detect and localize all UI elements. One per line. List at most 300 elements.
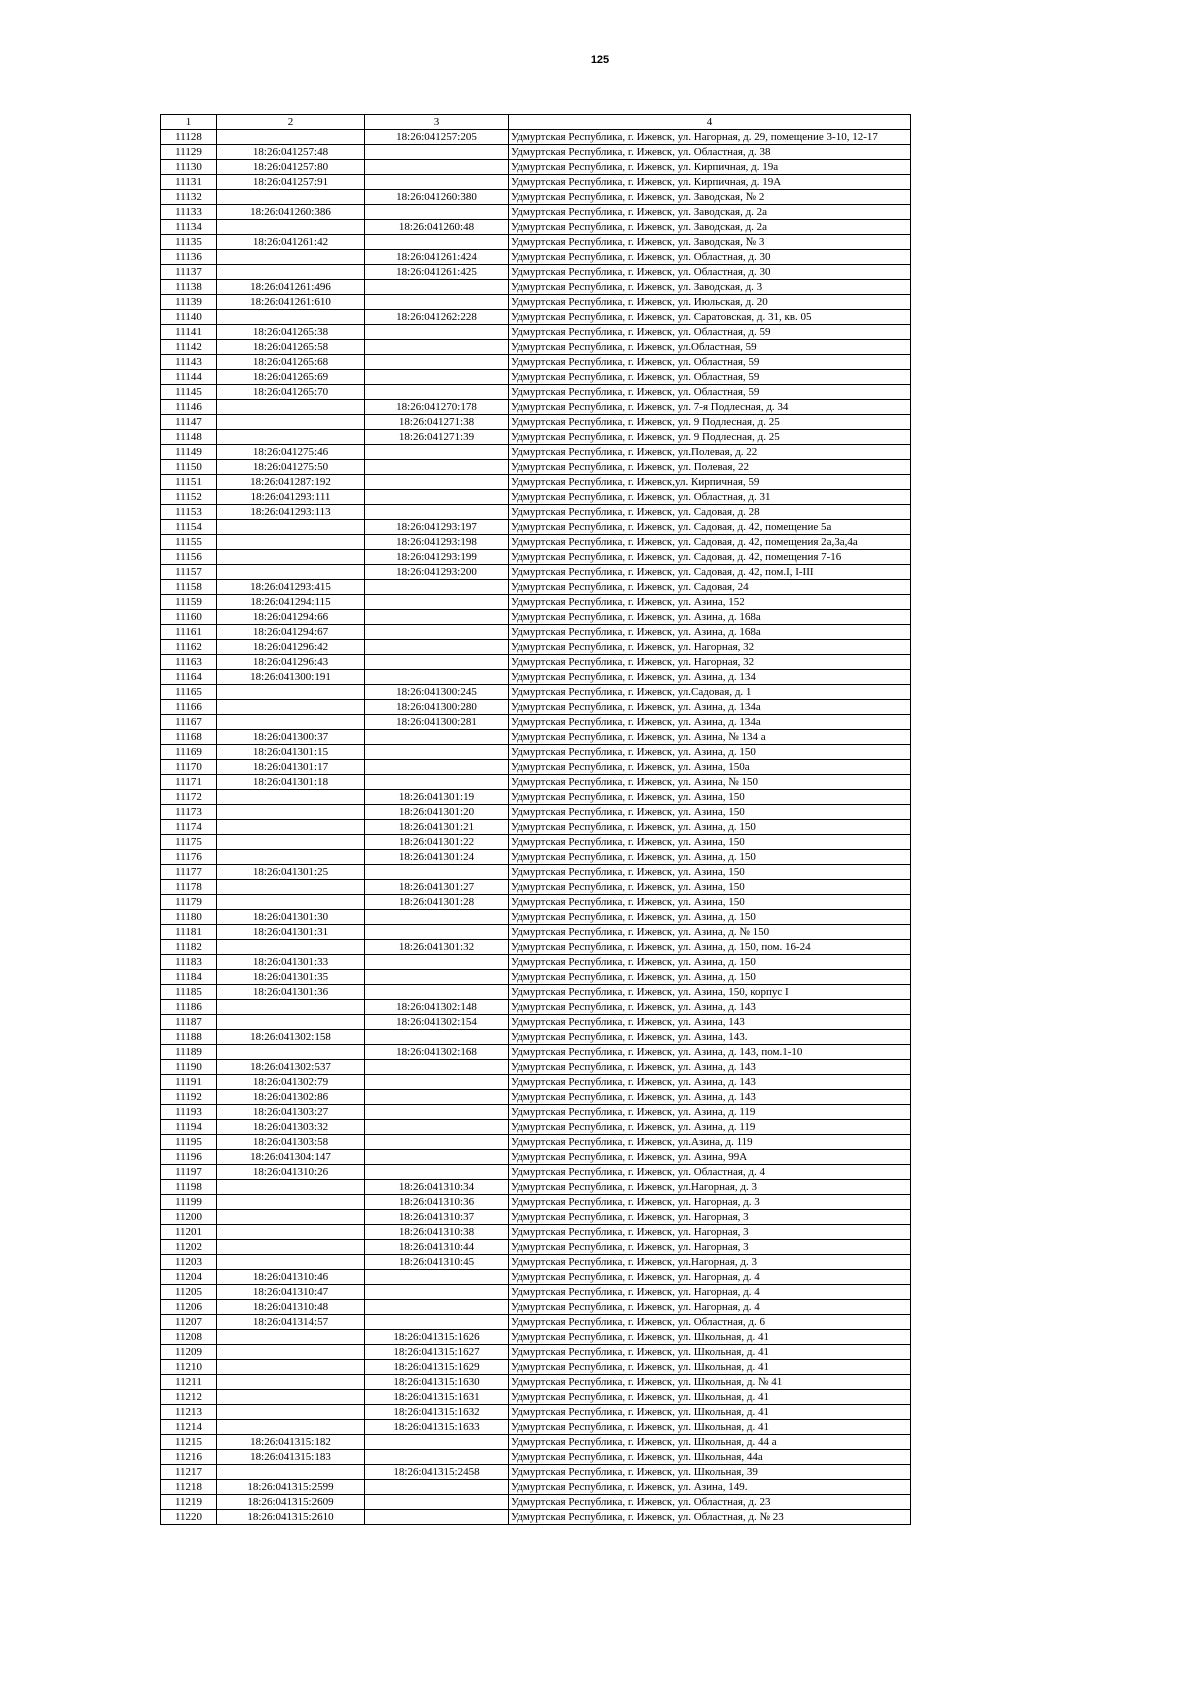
address-cell: Удмуртская Республика, г. Ижевск, ул. Азина, 143 [509, 1015, 911, 1030]
parcel-number-cell: 18:26:041301:33 [217, 955, 365, 970]
building-number-cell [365, 595, 509, 610]
building-number-cell [365, 1090, 509, 1105]
building-number-cell [365, 280, 509, 295]
parcel-number-cell: 18:26:041302:158 [217, 1030, 365, 1045]
row-number-cell: 11211 [161, 1375, 217, 1390]
table-row [161, 1030, 911, 1045]
parcel-number-cell: 18:26:041314:57 [217, 1315, 365, 1330]
row-number-cell: 11189 [161, 1045, 217, 1060]
row-number-cell: 11214 [161, 1420, 217, 1435]
address-cell: Удмуртская Республика, г. Ижевск, ул. Саратовская, д. 31, кв. 05 [509, 310, 911, 325]
address-cell: Удмуртская Республика, г. Ижевск, ул. Азина, 150 [509, 790, 911, 805]
parcel-number-cell: 18:26:041301:36 [217, 985, 365, 1000]
parcel-number-cell: 18:26:041261:42 [217, 235, 365, 250]
row-number-cell: 11197 [161, 1165, 217, 1180]
parcel-number-cell: 18:26:041301:15 [217, 745, 365, 760]
building-number-cell [365, 1075, 509, 1090]
address-cell: Удмуртская Республика, г. Ижевск, ул. Областная, 59 [509, 370, 911, 385]
row-number-cell: 11151 [161, 475, 217, 490]
table-row [161, 595, 911, 610]
parcel-number-cell [217, 190, 365, 205]
page-number: 125 [590, 54, 610, 66]
building-number-cell [365, 340, 509, 355]
building-number-cell [365, 865, 509, 880]
row-number-cell: 11169 [161, 745, 217, 760]
building-number-cell [365, 445, 509, 460]
address-cell: Удмуртская Республика, г. Ижевск, ул. Школьная, д. 41 [509, 1330, 911, 1345]
building-number-cell [365, 370, 509, 385]
address-cell: Удмуртская Республика, г. Ижевск, ул. Областная, д. 31 [509, 490, 911, 505]
parcel-number-cell: 18:26:041296:42 [217, 640, 365, 655]
parcel-number-cell [217, 1345, 365, 1360]
parcel-number-cell: 18:26:041315:2610 [217, 1510, 365, 1525]
parcel-number-cell [217, 550, 365, 565]
table-row [161, 1180, 911, 1195]
row-number-cell: 11134 [161, 220, 217, 235]
parcel-number-cell [217, 1330, 365, 1345]
building-number-cell: 18:26:041293:197 [365, 520, 509, 535]
row-number-cell: 11176 [161, 850, 217, 865]
parcel-number-cell [217, 400, 365, 415]
row-number-cell: 11159 [161, 595, 217, 610]
building-number-cell: 18:26:041271:38 [365, 415, 509, 430]
row-number-cell: 11205 [161, 1285, 217, 1300]
row-number-cell: 11219 [161, 1495, 217, 1510]
parcel-number-cell [217, 880, 365, 895]
address-cell: Удмуртская Республика, г. Ижевск, ул. Азина, 143. [509, 1030, 911, 1045]
row-number-cell: 11150 [161, 460, 217, 475]
parcel-number-cell: 18:26:041310:26 [217, 1165, 365, 1180]
building-number-cell: 18:26:041301:20 [365, 805, 509, 820]
building-number-cell [365, 760, 509, 775]
row-number-cell: 11182 [161, 940, 217, 955]
address-cell: Удмуртская Республика, г. Ижевск, ул.Областная, 59 [509, 340, 911, 355]
parcel-number-cell: 18:26:041287:192 [217, 475, 365, 490]
parcel-number-cell [217, 130, 365, 145]
column-header-4: 4 [509, 115, 911, 130]
address-cell: Удмуртская Республика, г. Ижевск, ул. Областная, д. 59 [509, 325, 911, 340]
parcel-number-cell [217, 700, 365, 715]
building-number-cell [365, 325, 509, 340]
parcel-number-cell: 18:26:041303:58 [217, 1135, 365, 1150]
table-row [161, 250, 911, 265]
table-row [161, 1045, 911, 1060]
table-row [161, 910, 911, 925]
table-row [161, 640, 911, 655]
table-row [161, 1405, 911, 1420]
parcel-number-cell: 18:26:041301:25 [217, 865, 365, 880]
address-cell: Удмуртская Республика, г. Ижевск, ул.Нагорная, д. 3 [509, 1180, 911, 1195]
address-cell: Удмуртская Республика, г. Ижевск, ул. Областная, д. 30 [509, 250, 911, 265]
table-row [161, 1390, 911, 1405]
parcel-number-cell: 18:26:041293:415 [217, 580, 365, 595]
parcel-number-cell: 18:26:041302:86 [217, 1090, 365, 1105]
parcel-number-cell [217, 310, 365, 325]
row-number-cell: 11180 [161, 910, 217, 925]
building-number-cell [365, 1495, 509, 1510]
table-row [161, 1105, 911, 1120]
building-number-cell [365, 1030, 509, 1045]
table-row [161, 490, 911, 505]
building-number-cell [365, 160, 509, 175]
building-number-cell: 18:26:041302:148 [365, 1000, 509, 1015]
table-row [161, 1060, 911, 1075]
building-number-cell: 18:26:041315:2458 [365, 1465, 509, 1480]
row-number-cell: 11139 [161, 295, 217, 310]
table-row [161, 970, 911, 985]
row-number-cell: 11177 [161, 865, 217, 880]
building-number-cell [365, 1105, 509, 1120]
row-number-cell: 11198 [161, 1180, 217, 1195]
address-cell: Удмуртская Республика, г. Ижевск, ул. Областная, д. 4 [509, 1165, 911, 1180]
parcel-number-cell [217, 1210, 365, 1225]
table-row [161, 160, 911, 175]
address-cell: Удмуртская Республика, г. Ижевск, ул. Нагорная, д. 4 [509, 1270, 911, 1285]
building-number-cell: 18:26:041293:200 [365, 565, 509, 580]
table-row [161, 1240, 911, 1255]
table-row [161, 190, 911, 205]
building-number-cell: 18:26:041301:21 [365, 820, 509, 835]
row-number-cell: 11153 [161, 505, 217, 520]
building-number-cell: 18:26:041262:228 [365, 310, 509, 325]
row-number-cell: 11166 [161, 700, 217, 715]
building-number-cell [365, 355, 509, 370]
table-row [161, 835, 911, 850]
address-cell: Удмуртская Республика, г. Ижевск, ул. Полевая, 22 [509, 460, 911, 475]
address-cell: Удмуртская Республика, г. Ижевск, ул. Азина, 152 [509, 595, 911, 610]
table-row [161, 655, 911, 670]
address-cell: Удмуртская Республика, г. Ижевск, ул. Садовая, д. 42, пом.I, I-III [509, 565, 911, 580]
table-row [161, 685, 911, 700]
table-row [161, 1015, 911, 1030]
table-row [161, 1285, 911, 1300]
address-cell: Удмуртская Республика, г. Ижевск, ул. Школьная, д. 44 а [509, 1435, 911, 1450]
parcel-number-cell: 18:26:041310:46 [217, 1270, 365, 1285]
row-number-cell: 11129 [161, 145, 217, 160]
building-number-cell: 18:26:041310:44 [365, 1240, 509, 1255]
row-number-cell: 11178 [161, 880, 217, 895]
address-cell: Удмуртская Республика, г. Ижевск, ул. Нагорная, д. 4 [509, 1300, 911, 1315]
building-number-cell [365, 235, 509, 250]
table-row [161, 1255, 911, 1270]
address-cell: Удмуртская Республика, г. Ижевск, ул. Азина, д. 134 [509, 670, 911, 685]
parcel-number-cell: 18:26:041300:37 [217, 730, 365, 745]
parcel-number-cell: 18:26:041315:2599 [217, 1480, 365, 1495]
row-number-cell: 11217 [161, 1465, 217, 1480]
building-number-cell [365, 1510, 509, 1525]
parcel-number-cell: 18:26:041315:2609 [217, 1495, 365, 1510]
table-row [161, 850, 911, 865]
building-number-cell: 18:26:041315:1633 [365, 1420, 509, 1435]
address-cell: Удмуртская Республика, г. Ижевск, ул. Нагорная, д. 29, помещение 3-10, 12-17 [509, 130, 911, 145]
parcel-number-cell [217, 265, 365, 280]
parcel-number-cell: 18:26:041300:191 [217, 670, 365, 685]
table-row [161, 985, 911, 1000]
table-row [161, 1000, 911, 1015]
row-number-cell: 11203 [161, 1255, 217, 1270]
building-number-cell: 18:26:041257:205 [365, 130, 509, 145]
row-number-cell: 11147 [161, 415, 217, 430]
parcel-number-cell [217, 850, 365, 865]
parcel-number-cell [217, 1405, 365, 1420]
building-number-cell: 18:26:041260:380 [365, 190, 509, 205]
parcel-number-cell: 18:26:041310:48 [217, 1300, 365, 1315]
building-number-cell [365, 1300, 509, 1315]
row-number-cell: 11143 [161, 355, 217, 370]
address-cell: Удмуртская Республика, г. Ижевск,ул. Кирпичная, 59 [509, 475, 911, 490]
building-number-cell: 18:26:041261:424 [365, 250, 509, 265]
row-number-cell: 11171 [161, 775, 217, 790]
row-number-cell: 11207 [161, 1315, 217, 1330]
table-row [161, 1480, 911, 1495]
table-row [161, 505, 911, 520]
address-cell: Удмуртская Республика, г. Ижевск, ул. Азина, д. 134а [509, 715, 911, 730]
parcel-number-cell: 18:26:041257:91 [217, 175, 365, 190]
row-number-cell: 11191 [161, 1075, 217, 1090]
address-cell: Удмуртская Республика, г. Ижевск, ул. Нагорная, 32 [509, 655, 911, 670]
table-row [161, 130, 911, 145]
table-row [161, 625, 911, 640]
parcel-number-cell [217, 940, 365, 955]
table-row [161, 520, 911, 535]
table-body [161, 130, 911, 1525]
address-cell: Удмуртская Республика, г. Ижевск, ул. Областная, д. 30 [509, 265, 911, 280]
address-cell: Удмуртская Республика, г. Ижевск, ул. Школьная, д. 41 [509, 1360, 911, 1375]
parcel-number-cell: 18:26:041315:182 [217, 1435, 365, 1450]
parcel-number-cell [217, 1255, 365, 1270]
parcel-number-cell: 18:26:041265:58 [217, 340, 365, 355]
parcel-number-cell [217, 430, 365, 445]
building-number-cell [365, 580, 509, 595]
table-row [161, 1165, 911, 1180]
building-number-cell: 18:26:041310:34 [365, 1180, 509, 1195]
parcel-number-cell [217, 520, 365, 535]
building-number-cell [365, 655, 509, 670]
building-number-cell [365, 745, 509, 760]
address-cell: Удмуртская Республика, г. Ижевск, ул. Азина, 149. [509, 1480, 911, 1495]
parcel-number-cell [217, 220, 365, 235]
parcel-number-cell: 18:26:041293:111 [217, 490, 365, 505]
parcel-number-cell: 18:26:041260:386 [217, 205, 365, 220]
address-cell: Удмуртская Республика, г. Ижевск, ул. Садовая, д. 42, помещения 7-16 [509, 550, 911, 565]
table-row [161, 1315, 911, 1330]
row-number-cell: 11165 [161, 685, 217, 700]
address-cell: Удмуртская Республика, г. Ижевск, ул. Областная, д. 23 [509, 1495, 911, 1510]
table-row [161, 220, 911, 235]
building-number-cell: 18:26:041302:168 [365, 1045, 509, 1060]
address-cell: Удмуртская Республика, г. Ижевск, ул. Азина, д. 150 [509, 970, 911, 985]
building-number-cell: 18:26:041310:37 [365, 1210, 509, 1225]
table-row [161, 355, 911, 370]
building-number-cell: 18:26:041315:1627 [365, 1345, 509, 1360]
table-row [161, 1375, 911, 1390]
table-row [161, 1075, 911, 1090]
building-number-cell [365, 610, 509, 625]
building-number-cell [365, 910, 509, 925]
building-number-cell: 18:26:041301:28 [365, 895, 509, 910]
table-row [161, 1420, 911, 1435]
row-number-cell: 11194 [161, 1120, 217, 1135]
table-row [161, 1120, 911, 1135]
table-row [161, 865, 911, 880]
address-cell: Удмуртская Республика, г. Ижевск, ул. Садовая, д. 42, помещения 2а,3а,4а [509, 535, 911, 550]
address-cell: Удмуртская Республика, г. Ижевск, ул. Школьная, д. 41 [509, 1390, 911, 1405]
row-number-cell: 11184 [161, 970, 217, 985]
row-number-cell: 11174 [161, 820, 217, 835]
address-cell: Удмуртская Республика, г. Ижевск, ул. Азина, д. 143, пом.1-10 [509, 1045, 911, 1060]
parcel-number-cell [217, 1195, 365, 1210]
parcel-number-cell: 18:26:041304:147 [217, 1150, 365, 1165]
table-row [161, 925, 911, 940]
building-number-cell [365, 640, 509, 655]
row-number-cell: 11187 [161, 1015, 217, 1030]
row-number-cell: 11156 [161, 550, 217, 565]
table-row [161, 1345, 911, 1360]
address-cell: Удмуртская Республика, г. Ижевск, ул.Нагорная, д. 3 [509, 1255, 911, 1270]
row-number-cell: 11164 [161, 670, 217, 685]
address-cell: Удмуртская Республика, г. Ижевск, ул. Азина, д. 143 [509, 1090, 911, 1105]
address-cell: Удмуртская Республика, г. Ижевск, ул. Садовая, д. 28 [509, 505, 911, 520]
building-number-cell [365, 730, 509, 745]
row-number-cell: 11146 [161, 400, 217, 415]
address-cell: Удмуртская Республика, г. Ижевск, ул. Областная, д. 38 [509, 145, 911, 160]
building-number-cell [365, 925, 509, 940]
building-number-cell: 18:26:041261:425 [365, 265, 509, 280]
address-cell: Удмуртская Республика, г. Ижевск, ул. Садовая, 24 [509, 580, 911, 595]
table-row [161, 385, 911, 400]
parcel-number-cell [217, 1015, 365, 1030]
table-row [161, 610, 911, 625]
table-row [161, 955, 911, 970]
address-cell: Удмуртская Республика, г. Ижевск, ул. Садовая, д. 42, помещение 5а [509, 520, 911, 535]
address-cell: Удмуртская Республика, г. Ижевск, ул. Областная, д. 6 [509, 1315, 911, 1330]
address-cell: Удмуртская Республика, г. Ижевск, ул. Азина, д. 119 [509, 1120, 911, 1135]
table-row [161, 805, 911, 820]
table-row [161, 475, 911, 490]
parcel-number-cell [217, 1465, 365, 1480]
address-cell: Удмуртская Республика, г. Ижевск, ул.Полевая, д. 22 [509, 445, 911, 460]
parcel-number-cell [217, 715, 365, 730]
row-number-cell: 11201 [161, 1225, 217, 1240]
parcel-number-cell [217, 1375, 365, 1390]
address-cell: Удмуртская Республика, г. Ижевск, ул. Азина, 99А [509, 1150, 911, 1165]
address-cell: Удмуртская Республика, г. Ижевск, ул. Заводская, № 3 [509, 235, 911, 250]
row-number-cell: 11158 [161, 580, 217, 595]
parcel-number-cell [217, 835, 365, 850]
building-number-cell [365, 955, 509, 970]
table-row [161, 775, 911, 790]
parcel-number-cell [217, 565, 365, 580]
table-row [161, 1195, 911, 1210]
building-number-cell: 18:26:041270:178 [365, 400, 509, 415]
table-row [161, 1435, 911, 1450]
address-cell: Удмуртская Республика, г. Ижевск, ул. Кирпичная, д. 19А [509, 175, 911, 190]
row-number-cell: 11216 [161, 1450, 217, 1465]
row-number-cell: 11204 [161, 1270, 217, 1285]
building-number-cell [365, 1450, 509, 1465]
parcel-number-cell [217, 535, 365, 550]
address-cell: Удмуртская Республика, г. Ижевск, ул. Школьная, 44а [509, 1450, 911, 1465]
address-cell: Удмуртская Республика, г. Ижевск, ул. Заводская, д. 2а [509, 220, 911, 235]
table-row [161, 205, 911, 220]
table-row [161, 1510, 911, 1525]
table-row [161, 895, 911, 910]
address-cell: Удмуртская Республика, г. Ижевск, ул. Азина, д. 150 [509, 850, 911, 865]
parcel-number-cell [217, 1000, 365, 1015]
row-number-cell: 11213 [161, 1405, 217, 1420]
address-cell: Удмуртская Республика, г. Ижевск, ул. Азина, д. № 150 [509, 925, 911, 940]
row-number-cell: 11199 [161, 1195, 217, 1210]
parcel-number-cell [217, 1420, 365, 1435]
table-row [161, 550, 911, 565]
building-number-cell: 18:26:041315:1629 [365, 1360, 509, 1375]
building-number-cell [365, 1135, 509, 1150]
building-number-cell [365, 205, 509, 220]
table-row [161, 1300, 911, 1315]
building-number-cell: 18:26:041315:1626 [365, 1330, 509, 1345]
building-number-cell: 18:26:041300:245 [365, 685, 509, 700]
table-row [161, 265, 911, 280]
building-number-cell: 18:26:041301:32 [365, 940, 509, 955]
building-number-cell [365, 460, 509, 475]
row-number-cell: 11136 [161, 250, 217, 265]
parcel-number-cell [217, 1360, 365, 1375]
row-number-cell: 11170 [161, 760, 217, 775]
building-number-cell [365, 145, 509, 160]
parcel-number-cell [217, 805, 365, 820]
building-number-cell: 18:26:041301:22 [365, 835, 509, 850]
table-row [161, 760, 911, 775]
building-number-cell [365, 1060, 509, 1075]
parcel-number-cell: 18:26:041261:610 [217, 295, 365, 310]
parcel-number-cell: 18:26:041265:38 [217, 325, 365, 340]
building-number-cell: 18:26:041260:48 [365, 220, 509, 235]
table-row [161, 1090, 911, 1105]
row-number-cell: 11220 [161, 1510, 217, 1525]
table-row [161, 175, 911, 190]
table-row [161, 565, 911, 580]
address-cell: Удмуртская Республика, г. Ижевск, ул.Садовая, д. 1 [509, 685, 911, 700]
row-number-cell: 11172 [161, 790, 217, 805]
row-number-cell: 11163 [161, 655, 217, 670]
table-row [161, 310, 911, 325]
address-cell: Удмуртская Республика, г. Ижевск, ул. 9 Подлесная, д. 25 [509, 415, 911, 430]
building-number-cell [365, 1165, 509, 1180]
address-cell: Удмуртская Республика, г. Ижевск, ул. Школьная, д. № 41 [509, 1375, 911, 1390]
address-cell: Удмуртская Республика, г. Ижевск, ул. Областная, 59 [509, 385, 911, 400]
row-number-cell: 11185 [161, 985, 217, 1000]
address-cell: Удмуртская Республика, г. Ижевск, ул. Азина, д. 143 [509, 1000, 911, 1015]
column-header-3: 3 [365, 115, 509, 130]
building-number-cell: 18:26:041301:27 [365, 880, 509, 895]
address-cell: Удмуртская Республика, г. Ижевск, ул. Азина, № 150 [509, 775, 911, 790]
parcel-number-cell: 18:26:041294:66 [217, 610, 365, 625]
table-row [161, 295, 911, 310]
table-row [161, 280, 911, 295]
row-number-cell: 11183 [161, 955, 217, 970]
parcel-number-cell [217, 820, 365, 835]
address-cell: Удмуртская Республика, г. Ижевск, ул. Нагорная, 3 [509, 1240, 911, 1255]
building-number-cell: 18:26:041300:280 [365, 700, 509, 715]
address-cell: Удмуртская Республика, г. Ижевск, ул. Азина, 150, корпус I [509, 985, 911, 1000]
row-number-cell: 11137 [161, 265, 217, 280]
address-cell: Удмуртская Республика, г. Ижевск, ул. Школьная, д. 41 [509, 1405, 911, 1420]
table-row [161, 430, 911, 445]
address-cell: Удмуртская Республика, г. Ижевск, ул. Заводская, д. 2а [509, 205, 911, 220]
building-number-cell [365, 1435, 509, 1450]
row-number-cell: 11181 [161, 925, 217, 940]
building-number-cell [365, 505, 509, 520]
